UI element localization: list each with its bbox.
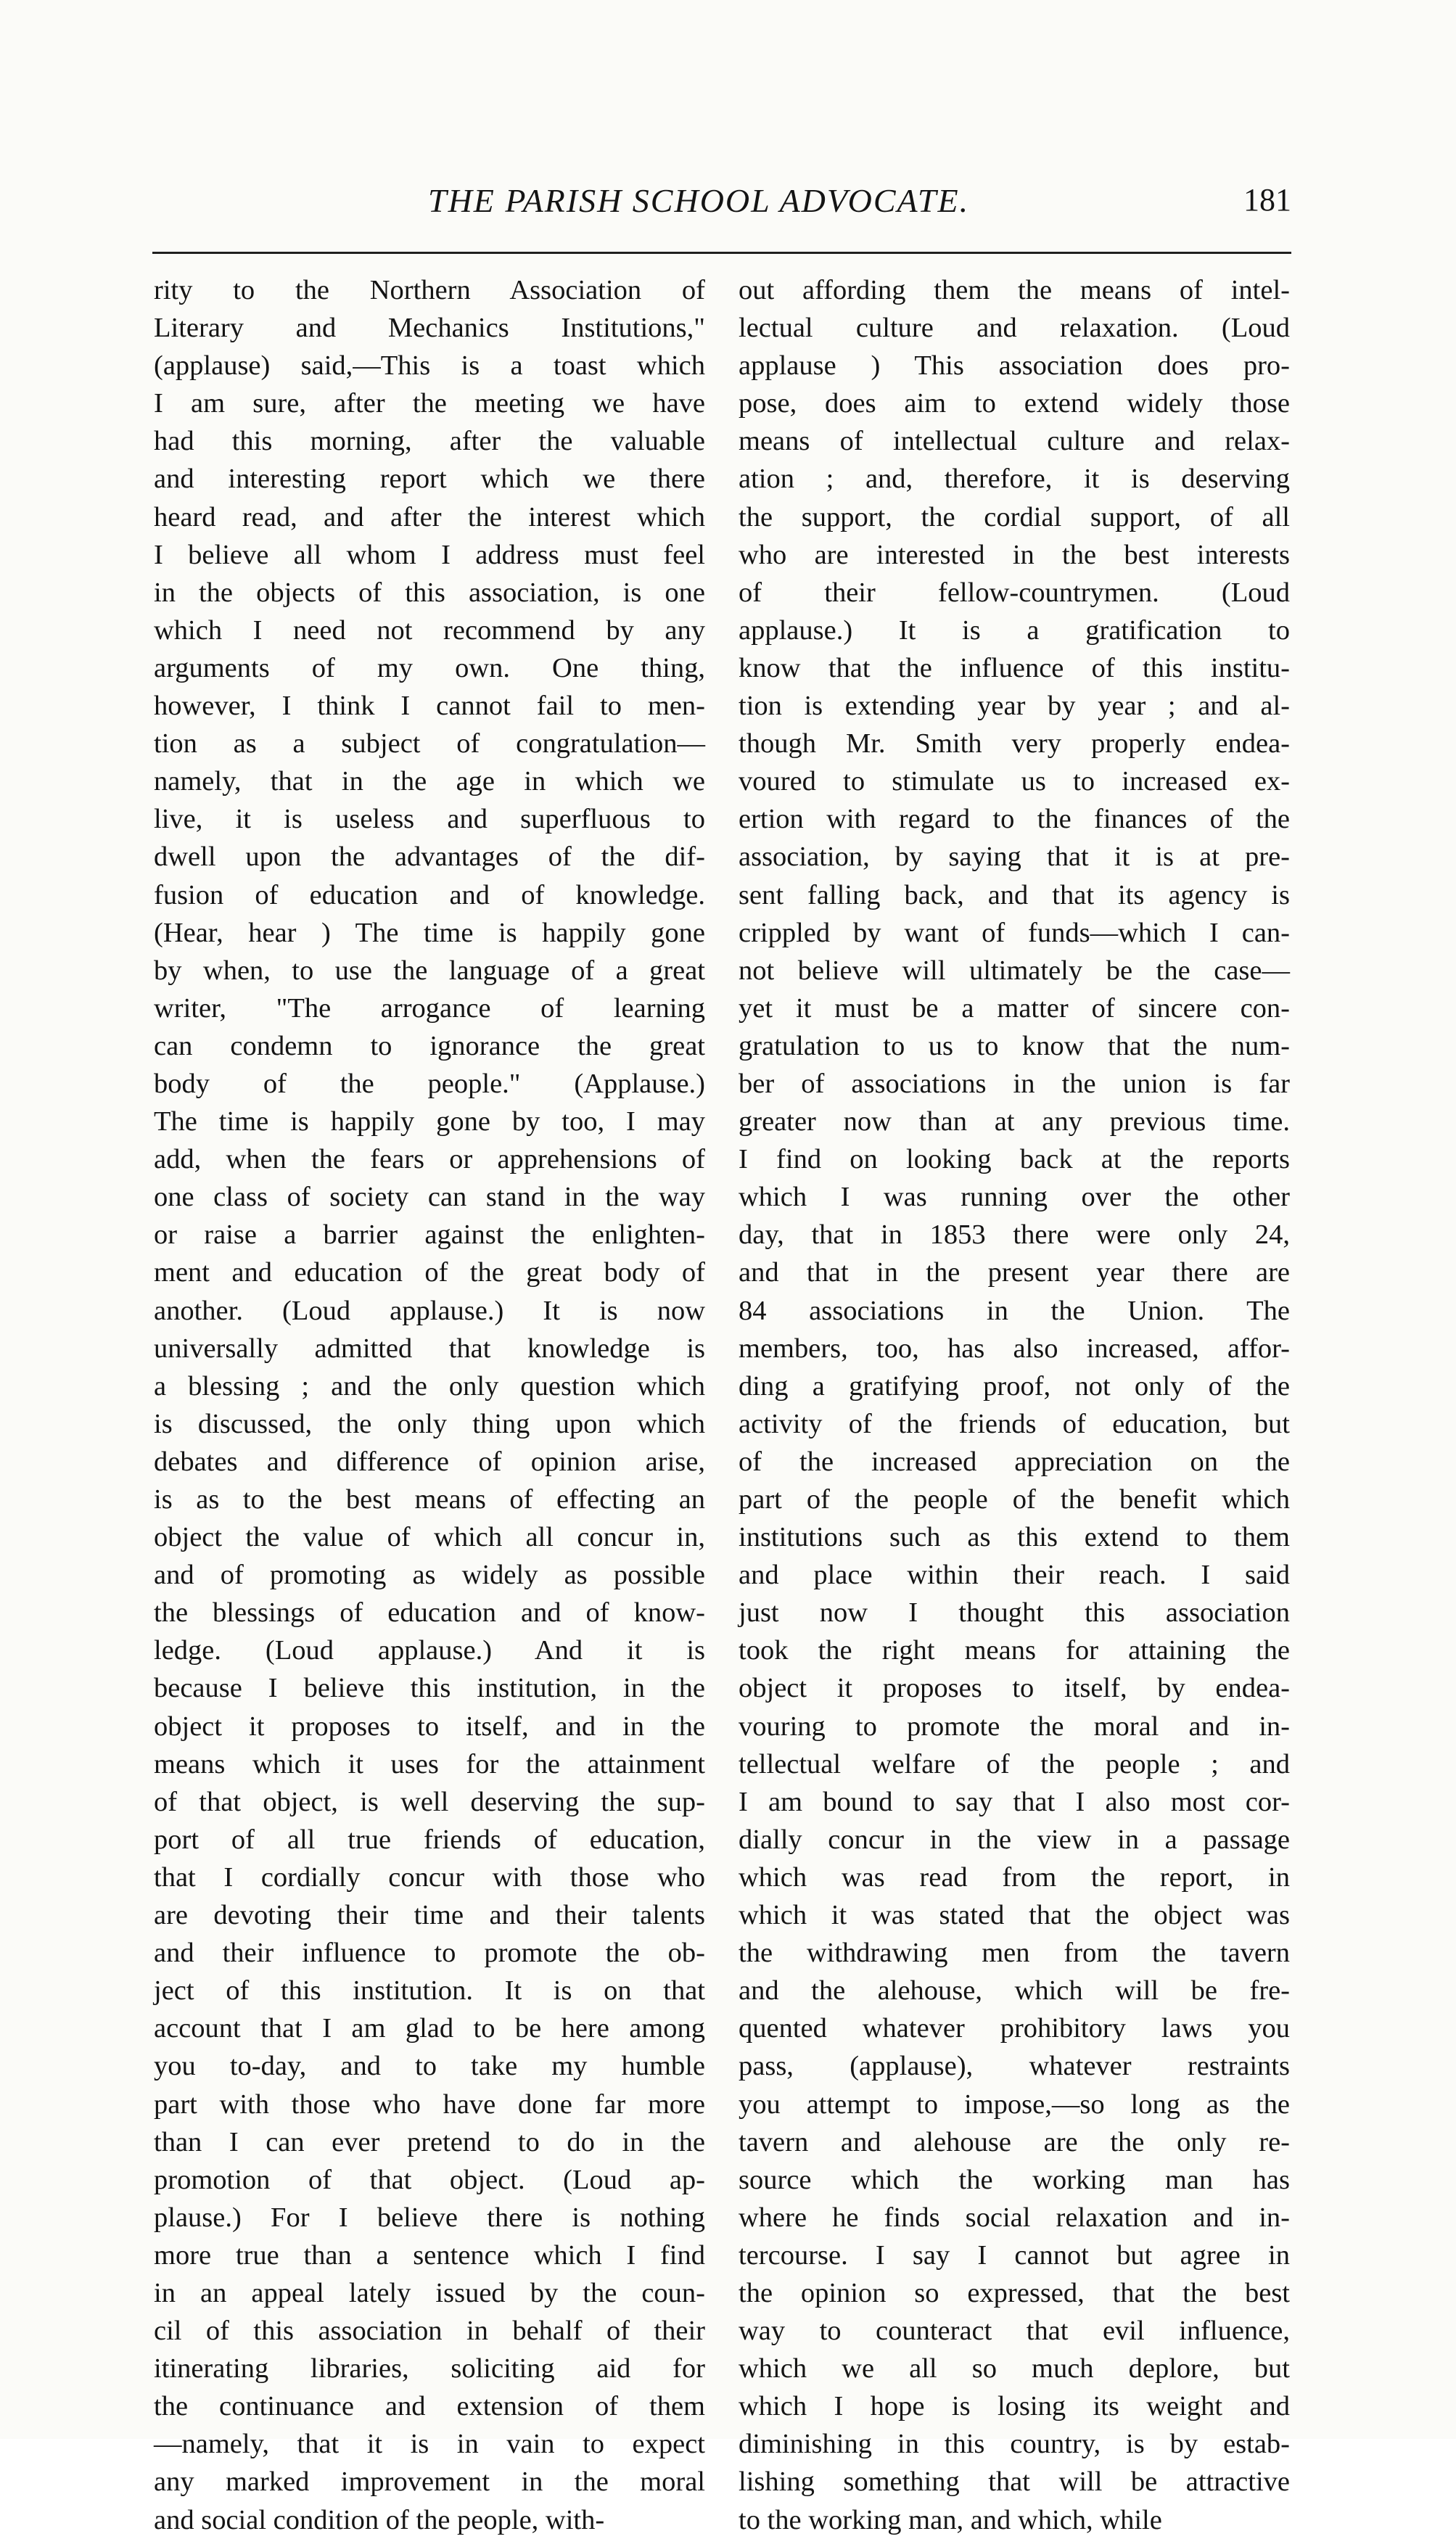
text-line: plause.) For I believe there is nothing — [154, 2202, 705, 2233]
text-line: ment and education of the great body of — [154, 1257, 705, 1288]
text-line: gratulation to us to know that the num- — [739, 1030, 1290, 1061]
text-line: the support, the cordial support, of all — [739, 501, 1290, 532]
text-line: I believe all whom I address must feel — [154, 539, 705, 570]
text-line: diminishing in this country, is by estab- — [739, 2429, 1290, 2460]
text-line: applause.) It is a gratification to — [739, 614, 1290, 646]
text-line: ding a gratifying proof, not only of the — [739, 1370, 1290, 1402]
text-line: cil of this association in behalf of their — [154, 2316, 705, 2347]
text-line: which I need not recommend by any — [154, 614, 705, 646]
text-line: you to-day, and to take my humble — [154, 2051, 705, 2082]
text-line: applause ) This association does pro- — [739, 350, 1290, 382]
text-line: of the increased appreciation on the — [739, 1446, 1290, 1477]
text-line: pass, (applause), whatever restraints — [739, 2051, 1290, 2082]
text-line: greater now than at any previous time. — [739, 1106, 1290, 1137]
text-line: port of all true friends of education, — [154, 1824, 705, 1855]
text-line: The time is happily gone by too, I may — [154, 1106, 705, 1137]
text-line: which I hope is losing its weight and — [739, 2391, 1290, 2422]
text-line: I find on looking back at the reports — [739, 1144, 1290, 1175]
text-line: part of the people of the benefit which — [739, 1484, 1290, 1515]
text-line: I am sure, after the meeting we have — [154, 388, 705, 419]
text-line: ledge. (Loud applause.) And it is — [154, 1635, 705, 1666]
left-text-column — [154, 271, 705, 2539]
text-line: out affording them the means of intel- — [739, 275, 1290, 305]
text-line: ertion with regard to the finances of the — [739, 804, 1290, 835]
text-line: and interesting report which we there — [154, 464, 705, 495]
right-text-column — [739, 271, 1290, 2539]
text-line: and place within their reach. I said — [739, 1560, 1290, 1591]
text-line: tercourse. I say I cannot but agree in — [739, 2239, 1290, 2271]
text-line: lectual culture and relaxation. (Loud — [739, 313, 1290, 344]
text-line: day, that in 1853 there were only 24, — [739, 1219, 1290, 1251]
text-line: in the objects of this association, is one — [154, 577, 705, 608]
text-line: in an appeal lately issued by the coun- — [154, 2277, 705, 2308]
header-rule — [152, 252, 1291, 254]
text-line: quented whatever prohibitory laws you — [739, 2013, 1290, 2044]
text-line: is as to the best means of effecting an — [154, 1484, 705, 1515]
text-line: any marked improvement in the moral — [154, 2466, 705, 2498]
text-line: debates and difference of opinion arise, — [154, 1446, 705, 1477]
text-line: add, when the fears or apprehensions of — [154, 1144, 705, 1175]
running-head — [152, 181, 1291, 232]
text-line: where he finds social relaxation and in- — [739, 2202, 1290, 2233]
text-line: institutions such as this extend to them — [739, 1522, 1290, 1553]
text-line: than I can ever pretend to do in the — [154, 2126, 705, 2157]
text-line: (applause) said,—This is a toast which — [154, 350, 705, 382]
text-line: one class of society can stand in the way — [154, 1182, 705, 1213]
text-line: tellectual welfare of the people ; and — [739, 1748, 1290, 1779]
text-line: promotion of that object. (Loud ap- — [154, 2164, 705, 2195]
text-line: sent falling back, and that its agency is — [739, 879, 1290, 910]
text-line: and their influence to promote the ob- — [154, 1938, 705, 1969]
text-line: yet it must be a matter of sincere con- — [739, 992, 1290, 1024]
text-line: and that in the present year there are — [739, 1257, 1290, 1288]
text-line: which was read from the report, in — [739, 1861, 1290, 1893]
text-line: or raise a barrier against the enlighten- — [154, 1219, 705, 1251]
text-line: writer, "The arrogance of learning — [154, 992, 705, 1024]
text-line: the blessings of education and of know- — [154, 1597, 705, 1629]
text-line: activity of the friends of education, but — [739, 1408, 1290, 1439]
text-line: that I cordially concur with those who — [154, 1861, 705, 1893]
text-line: crippled by want of funds—which I can- — [739, 917, 1290, 948]
text-line: just now I thought this association — [739, 1597, 1290, 1629]
text-line: object it proposes to itself, and in the — [154, 1711, 705, 1742]
text-line: object it proposes to itself, by endea- — [739, 1673, 1290, 1704]
text-line: though Mr. Smith very properly endea- — [739, 728, 1290, 760]
text-line: and social condition of the people, with- — [154, 2504, 605, 2535]
text-line: part with those who have done far more — [154, 2089, 705, 2120]
text-line: took the right means for attaining the — [739, 1635, 1290, 1666]
text-line: by when, to use the language of a great — [154, 955, 705, 986]
text-line: can condemn to ignorance the great — [154, 1030, 705, 1061]
text-line: a blessing ; and the only question which — [154, 1370, 705, 1402]
text-line: had this morning, after the valuable — [154, 426, 705, 457]
text-line: and the alehouse, which will be fre- — [739, 1975, 1290, 2007]
text-line: live, it is useless and superfluous to — [154, 804, 705, 835]
text-line: ation ; and, therefore, it is deserving — [739, 464, 1290, 495]
text-line: I am bound to say that I also most cor- — [739, 1786, 1290, 1817]
text-line: Literary and Mechanics Institutions," — [154, 313, 705, 344]
text-line: of that object, is well deserving the sup- — [154, 1786, 705, 1817]
page-number: 181 — [1243, 182, 1291, 218]
text-line: source which the working man has — [739, 2164, 1290, 2195]
text-line: means which it uses for the attainment — [154, 1748, 705, 1779]
text-line: who are interested in the best interests — [739, 539, 1290, 570]
text-line: tion as a subject of congratulation— — [154, 728, 705, 760]
text-line: the continuance and extension of them — [154, 2391, 705, 2422]
text-line: rity to the Northern Association of — [154, 275, 705, 305]
text-line: tion is extending year by year ; and al- — [739, 691, 1290, 722]
text-line: members, too, has also increased, affor- — [739, 1333, 1290, 1364]
text-line: ber of associations in the union is far — [739, 1068, 1290, 1099]
text-line: means of intellectual culture and relax- — [739, 426, 1290, 457]
text-line: are devoting their time and their talents — [154, 1900, 705, 1931]
text-line: which we all so much deplore, but — [739, 2353, 1290, 2384]
text-line: another. (Loud applause.) It is now — [154, 1295, 705, 1326]
text-line: arguments of my own. One thing, — [154, 652, 705, 683]
text-line: account that I am glad to be here among — [154, 2013, 705, 2044]
text-line: (Hear, hear ) The time is happily gone — [154, 917, 705, 948]
text-line: more true than a sentence which I find — [154, 2239, 705, 2271]
text-line: itinerating libraries, soliciting aid for — [154, 2353, 705, 2384]
text-line: pose, does aim to extend widely those — [739, 388, 1290, 419]
text-line: know that the influence of this institu- — [739, 652, 1290, 683]
text-line: which it was stated that the object was — [739, 1900, 1290, 1931]
running-title: THE PARISH SCHOOL ADVOCATE. — [428, 182, 970, 219]
text-line: you attempt to impose,—so long as the — [739, 2089, 1290, 2120]
text-line: because I believe this institution, in the — [154, 1673, 705, 1704]
text-line: dwell upon the advantages of the dif- — [154, 841, 705, 873]
text-line: namely, that in the age in which we — [154, 766, 705, 797]
text-line: however, I think I cannot fail to men- — [154, 691, 705, 722]
text-line: universally admitted that knowledge is — [154, 1333, 705, 1364]
text-line: association, by saying that it is at pre- — [739, 841, 1290, 873]
text-line: fusion of education and of knowledge. — [154, 879, 705, 910]
text-line: and of promoting as widely as possible — [154, 1560, 705, 1591]
text-line: way to counteract that evil influence, — [739, 2316, 1290, 2347]
text-line: —namely, that it is in vain to expect — [154, 2429, 705, 2460]
text-line: heard read, and after the interest which — [154, 501, 705, 532]
text-line: not believe will ultimately be the case— — [739, 955, 1290, 986]
text-line: the withdrawing men from the tavern — [739, 1938, 1290, 1969]
text-line: ject of this institution. It is on that — [154, 1975, 705, 2007]
text-line: object the value of which all concur in, — [154, 1522, 705, 1553]
text-line: lishing something that will be attractive — [739, 2466, 1290, 2498]
text-line: 84 associations in the Union. The — [739, 1295, 1290, 1326]
text-line: voured to stimulate us to increased ex- — [739, 766, 1290, 797]
text-line: tavern and alehouse are the only re- — [739, 2126, 1290, 2157]
text-line: is discussed, the only thing upon which — [154, 1408, 705, 1439]
text-line: of their fellow-countrymen. (Loud — [739, 577, 1290, 608]
text-line: the opinion so expressed, that the best — [739, 2277, 1290, 2308]
text-line: to the working man, and which, while — [739, 2504, 1162, 2535]
text-line: dially concur in the view in a passage — [739, 1824, 1290, 1855]
text-line: which I was running over the other — [739, 1182, 1290, 1213]
text-line: vouring to promote the moral and in- — [739, 1711, 1290, 1742]
text-line: body of the people." (Applause.) — [154, 1068, 705, 1099]
